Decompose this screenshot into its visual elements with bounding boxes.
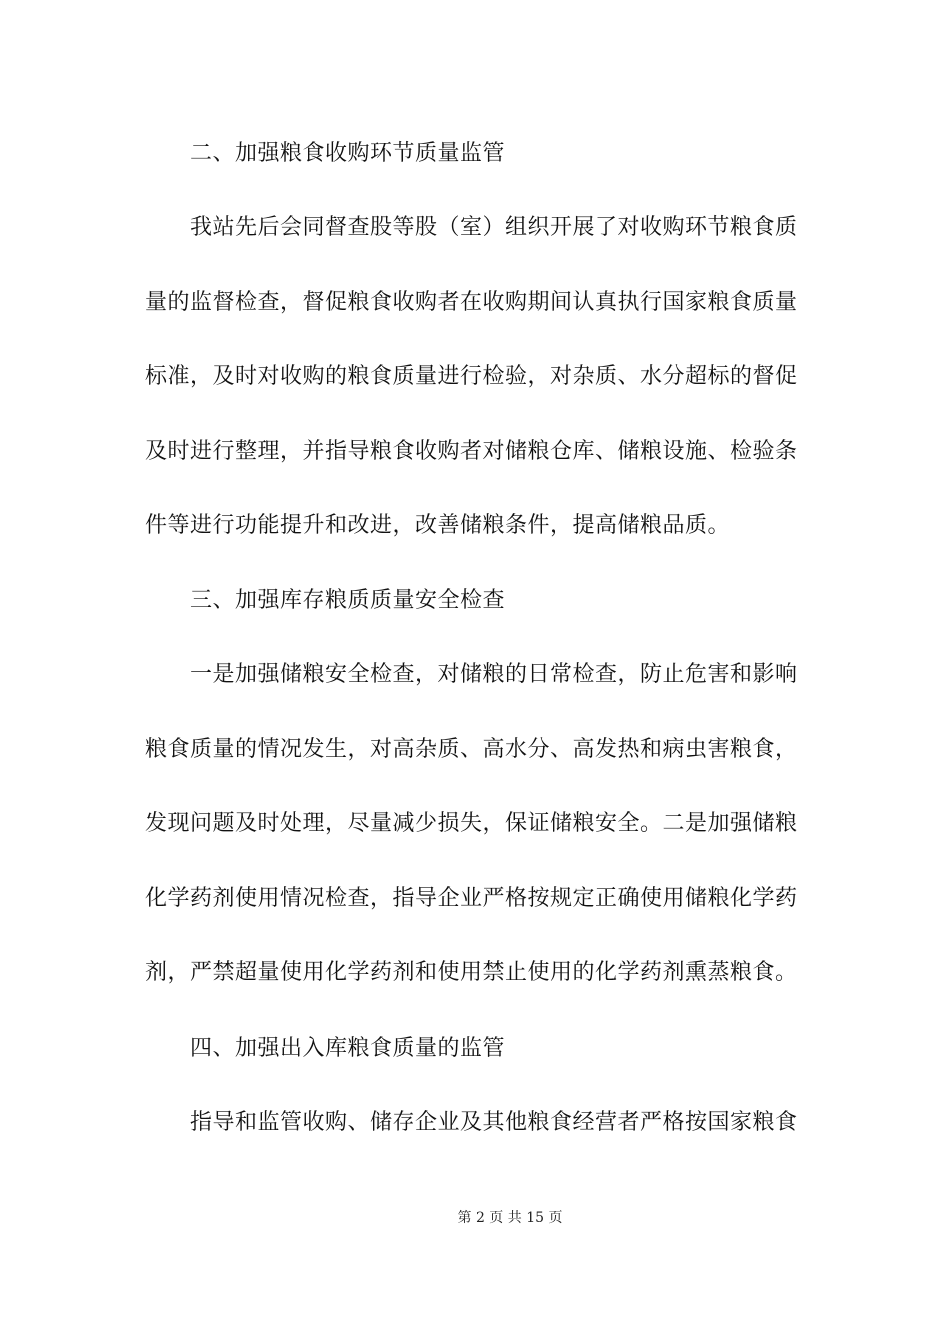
section-paragraph-4 — [145, 1108, 810, 1183]
paragraph-line: 指导和监管收购、储存企业及其他粮食经营者严格按国家粮食 — [190, 1110, 798, 1135]
section-paragraph-3 — [145, 660, 810, 1033]
paragraph-line: 量的监督检查，督促粮食收购者在收购期间认真执行国家粮食质量 — [145, 289, 798, 315]
paragraph-line: 及时进行整理，并指导粮食收购者对储粮仓库、储粮设施、检验条 — [145, 438, 798, 464]
paragraph-line: 标准，及时对收购的粮食质量进行检验，对杂质、水分超标的督促 — [145, 364, 798, 389]
page-number-footer: 第 2 页 共 15 页 — [457, 1210, 563, 1226]
section-heading-4: 四、加强出入库粮食质量的监管 — [190, 1036, 506, 1061]
section-heading-2: 二、加强粮食收购环节质量监管 — [190, 141, 506, 166]
paragraph-line: 一是加强储粮安全检查，对储粮的日常检查，防止危害和影响 — [190, 662, 798, 687]
paragraph-line: 剂，严禁超量使用化学药剂和使用禁止使用的化学药剂熏蒸粮食。 — [145, 960, 798, 985]
paragraph-line: 化学药剂使用情况检查，指导企业严格按规定正确使用储粮化学药 — [145, 885, 798, 911]
paragraph-line: 件等进行功能提升和改进，改善储粮条件，提高储粮品质。 — [145, 513, 731, 538]
paragraph-line: 我站先后会同督查股等股（室）组织开展了对收购环节粮食质 — [190, 215, 798, 240]
paragraph-line: 粮食质量的情况发生，对高杂质、高水分、高发热和病虫害粮食， — [145, 736, 798, 762]
paragraph-line: 发现问题及时处理，尽量减少损失，保证储粮安全。二是加强储粮 — [145, 811, 798, 836]
section-paragraph-2 — [145, 213, 810, 586]
section-heading-3: 三、加强库存粮质质量安全检查 — [190, 588, 506, 613]
